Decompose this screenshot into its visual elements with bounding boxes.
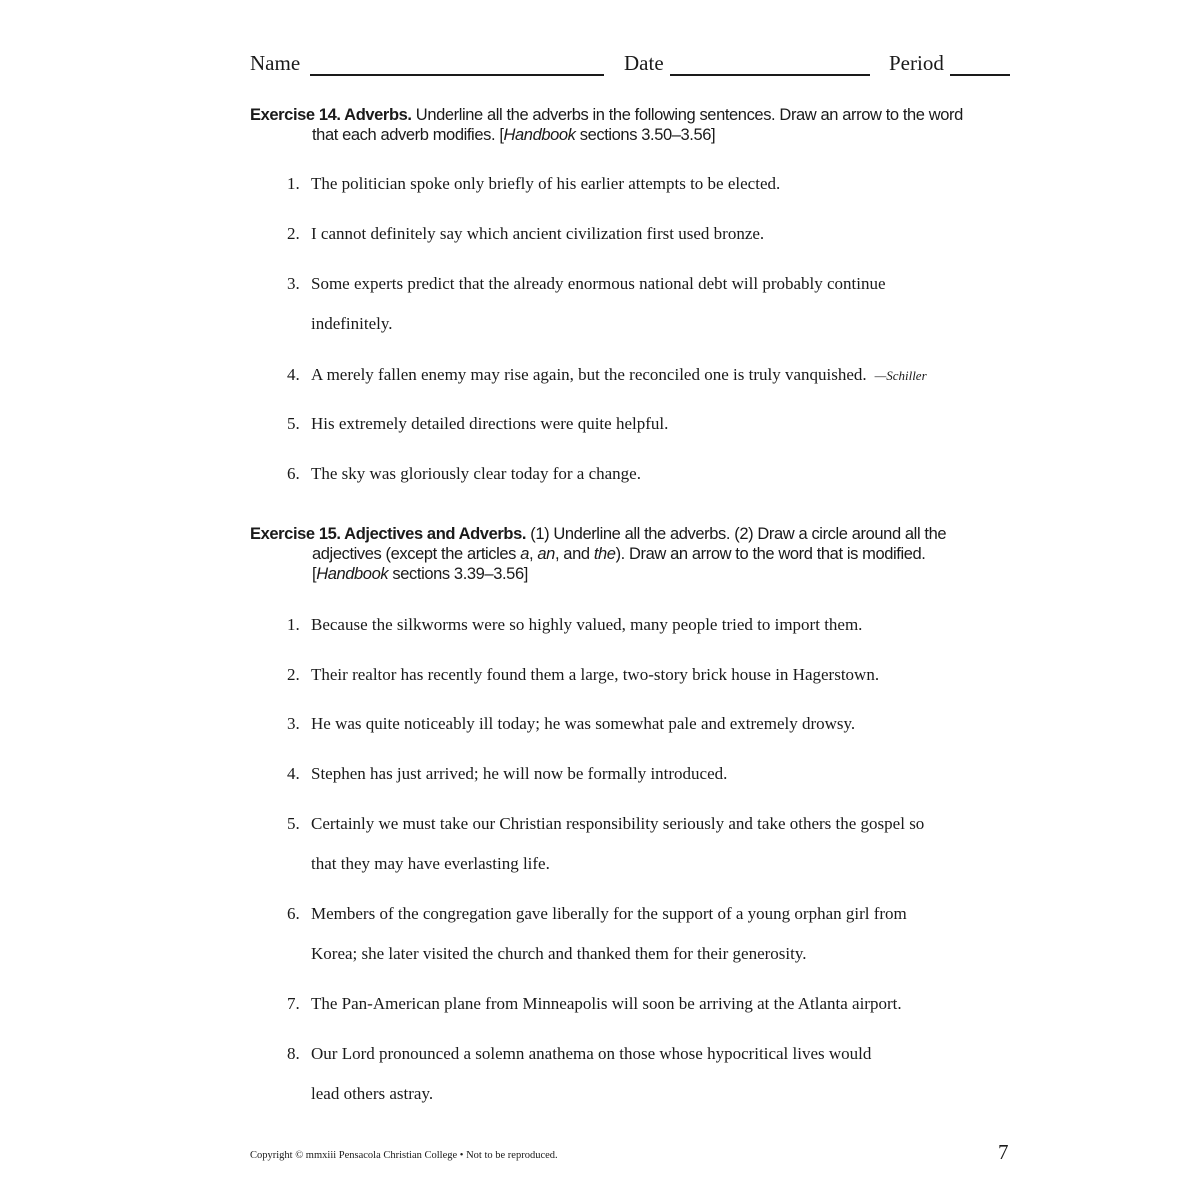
ex15-item-4 (287, 754, 1027, 794)
item-number: 7. (287, 994, 300, 1013)
item-number: 3. (287, 714, 300, 733)
period-label: Period (889, 51, 944, 75)
sentence: Some experts predict that the already enormous national debt will probably continue (311, 274, 886, 293)
sentence-continuation: that they may have everlasting life. (311, 854, 550, 873)
ex15-item-8 (287, 1034, 1027, 1114)
ex14-item-4 (287, 355, 1027, 396)
exercise-15-instructions-line1: (1) Underline all the adverbs. (2) Draw a circle around all the (530, 525, 947, 543)
ex14-item-2 (287, 214, 1027, 254)
separator: , (529, 545, 538, 563)
exercise-14-title: Exercise 14. Adverbs. (250, 106, 412, 124)
separator: , and (554, 545, 594, 563)
ex15-item-2 (287, 655, 1027, 695)
ex15-item-5 (287, 804, 1027, 884)
page-number: 7 (998, 1140, 1009, 1164)
item-number: 6. (287, 464, 300, 483)
sentence: Certainly we must take our Christian responsibility seriously and take others the gospel so (311, 814, 925, 833)
sentence: Their realtor has recently found them a large, two-story brick house in Hagerstown. (311, 665, 880, 684)
name-field[interactable] (310, 74, 604, 76)
article-the: the (593, 545, 616, 563)
worksheet-header (250, 50, 1010, 80)
item-number: 4. (287, 764, 300, 783)
sentence: I cannot definitely say which ancient civilization first used bronze. (311, 224, 765, 243)
exercise-14-instructions-line2: that each adverb modifies. [ (312, 126, 504, 144)
sentence: Members of the congregation gave liberally for the support of a young orphan girl from (311, 904, 907, 923)
handbook-ref: Handbook (503, 126, 576, 144)
sentence: Our Lord pronounced a solemn anathema on those whose hypocritical lives would (311, 1044, 872, 1063)
item-number: 5. (287, 414, 300, 433)
item-number: 2. (287, 665, 300, 684)
sentence-continuation: lead others astray. (311, 1084, 434, 1103)
article-an: an (537, 545, 555, 563)
article-a: a (520, 545, 529, 563)
quote-attribution: —Schiller (874, 368, 927, 383)
exercise-15-title: Exercise 15. Adjectives and Adverbs. (250, 525, 527, 543)
ex14-item-5 (287, 404, 1027, 444)
item-number: 1. (287, 174, 300, 193)
exercise-15-heading (250, 524, 1020, 584)
copyright-notice: Copyright © mmxiii Pensacola Christian College • Not to be reproduced. (250, 1150, 558, 1161)
item-number: 8. (287, 1044, 300, 1063)
ex14-item-3 (287, 264, 1027, 344)
ex15-item-1 (287, 605, 1027, 645)
sentence-continuation: indefinitely. (311, 314, 393, 333)
exercise-15-instructions-line2-end: ). Draw an arrow to the word that is modified. (615, 545, 926, 563)
item-number: 2. (287, 224, 300, 243)
sentence: A merely fallen enemy may rise again, but the reconciled one is truly vanquished. (311, 365, 867, 384)
item-number: 6. (287, 904, 300, 923)
name-label: Name (250, 51, 301, 75)
sentence: The politician spoke only briefly of his earlier attempts to be elected. (311, 174, 781, 193)
exercise-15-instructions-line2: adjectives (except the articles (312, 545, 521, 563)
exercise-14-heading (250, 105, 1020, 145)
section-ref: sections 3.39–3.56] (388, 565, 528, 583)
ex15-item-6 (287, 894, 1027, 974)
period-field[interactable] (950, 74, 1010, 76)
ex14-item-6 (287, 454, 1027, 494)
sentence: The sky was gloriously clear today for a change. (311, 464, 641, 483)
ex15-item-7 (287, 984, 1027, 1024)
bracket-open: [ (312, 565, 317, 583)
sentence: The Pan-American plane from Minneapolis will soon be arriving at the Atlanta airport. (311, 994, 902, 1013)
item-number: 4. (287, 365, 300, 384)
ex14-item-1 (287, 164, 1027, 204)
handbook-ref: Handbook (316, 565, 389, 583)
sentence: Stephen has just arrived; he will now be formally introduced. (311, 764, 728, 783)
sentence: He was quite noticeably ill today; he was somewhat pale and extremely drowsy. (311, 714, 856, 733)
exercise-14-instructions-line1: Underline all the adverbs in the following sentences. Draw an arrow to the word (415, 106, 963, 124)
section-ref: sections 3.50–3.56] (575, 126, 716, 144)
ex15-item-3 (287, 704, 1027, 744)
item-number: 3. (287, 274, 300, 293)
date-label: Date (624, 51, 664, 75)
date-field[interactable] (670, 74, 870, 76)
sentence-continuation: Korea; she later visited the church and thanked them for their generosity. (311, 944, 807, 963)
item-number: 1. (287, 615, 300, 634)
item-number: 5. (287, 814, 300, 833)
sentence: Because the silkworms were so highly valued, many people tried to import them. (311, 615, 863, 634)
sentence: His extremely detailed directions were quite helpful. (311, 414, 669, 433)
